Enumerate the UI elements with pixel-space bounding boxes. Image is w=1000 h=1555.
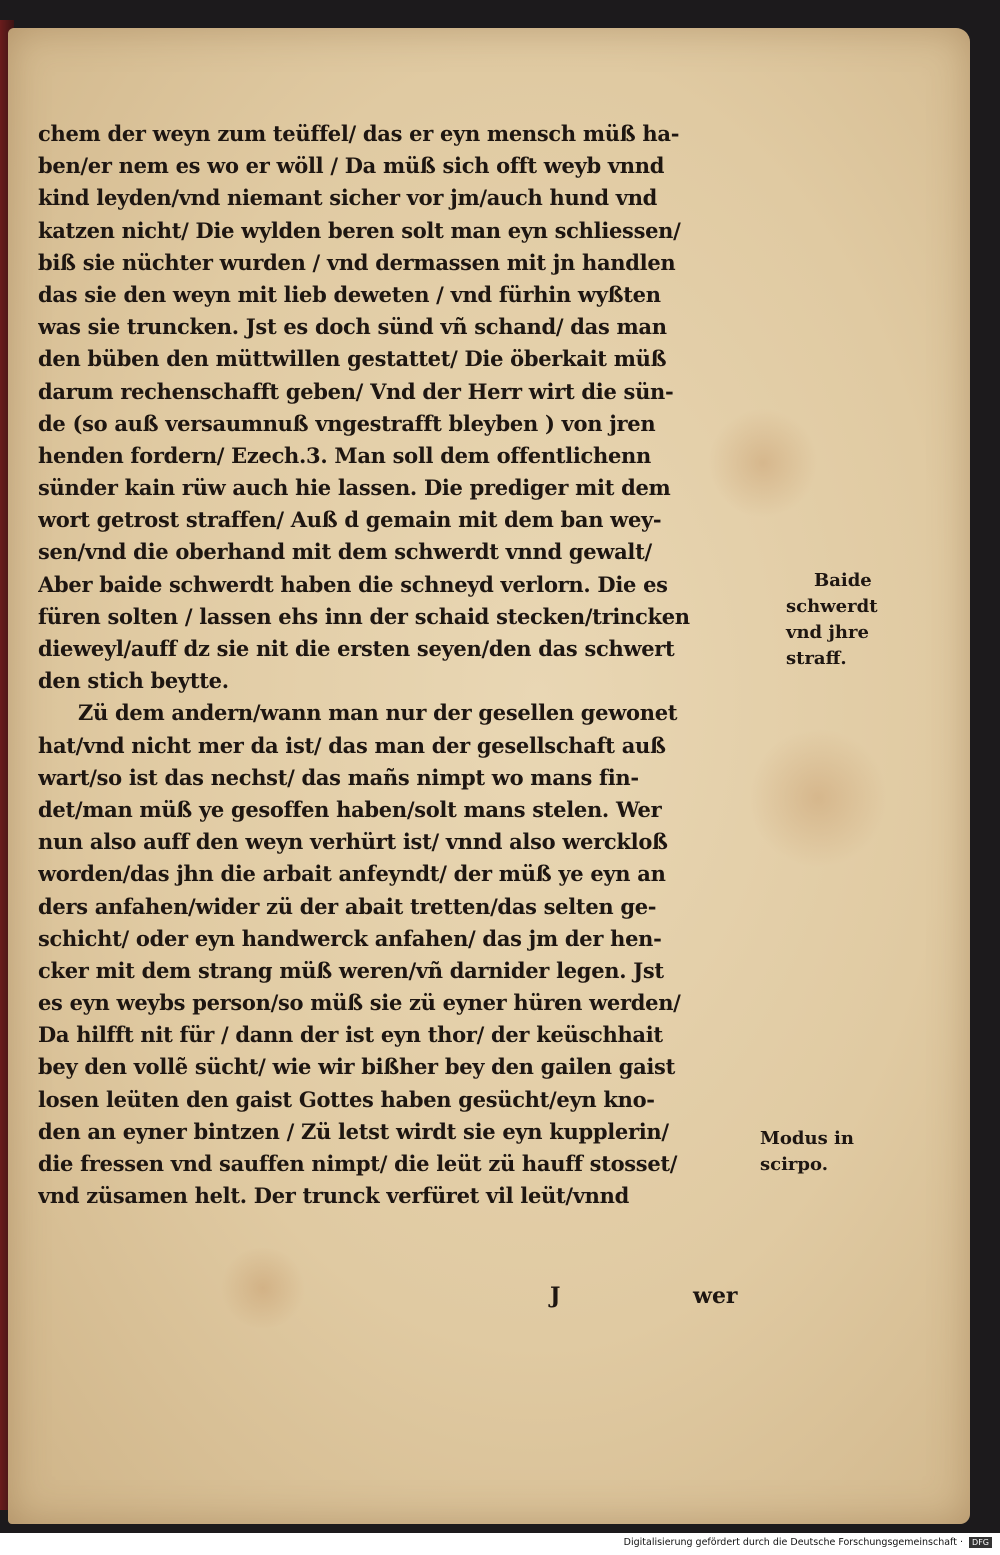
signature-mark: J (550, 1283, 561, 1309)
text-line: darum rechenschafft geben/ Vnd der Herr wirt die sün- (38, 378, 674, 404)
margin-line: vnd jhre (786, 622, 869, 643)
text-line: worden/das jhn die arbait anfeyndt/ der müß ye eyn an (38, 861, 666, 887)
text-line: die fressen vnd sauffen nimpt/ die leüt zü hauff stosset/ (38, 1151, 678, 1176)
dfg-logo: DFG (969, 1537, 992, 1548)
text-line: kind leyden/vnd niemant sicher vor jm/auch hund vnd (38, 185, 658, 211)
text-line: wort getrost straffen/ Auß d gemain mit dem ban wey- (38, 507, 662, 533)
margin-line: Baide (814, 570, 872, 591)
text-line: katzen nicht/ Die wylden beren solt man eyn schliessen/ (38, 217, 681, 243)
text-line: vnd züsamen helt. Der trunck verfüret vil leüt/vnnd (38, 1183, 630, 1209)
text-line: Aber baide schwerdt haben die schneyd verlorn. Die es (38, 571, 668, 597)
margin-line: schwerdt (786, 596, 878, 617)
text-line: das sie den weyn mit lieb deweten / vnd fürhin wyßten (38, 281, 661, 307)
funding-credit (624, 1537, 992, 1548)
text-line: den büben den müttwillen gestattet/ Die öberkait müß (38, 346, 667, 372)
page-foot (38, 1283, 818, 1317)
text-line: sünder kain rüw auch hie lassen. Die prediger mit dem (38, 475, 671, 501)
text-line: ben/er nem es wo er wöll / Da müß sich offt weyb vnnd (38, 153, 665, 179)
text-line: losen leüten den gaist Gottes haben gesücht/eyn kno- (38, 1086, 655, 1112)
text-line: hat/vnd nicht mer da ist/ das man der gesellschaft auß (38, 732, 666, 758)
text-line: sen/vnd die oberhand mit dem schwerdt vnnd gewalt/ (38, 539, 652, 565)
text-line: den stich beytte. (38, 668, 229, 694)
text-line: chem der weyn zum teüffel/ das er eyn mensch müß ha- (38, 121, 680, 146)
text-line: Zü dem andern/wann man nur der gesellen gewonet (78, 700, 678, 726)
text-line: wart/so ist das nechst/ das mañs nimpt wo mans fin- (38, 764, 639, 790)
text-line: henden fordern/ Ezech.3. Man soll dem offentlichenn (38, 442, 651, 468)
text-line: füren solten / lassen ehs inn der schaid stecken/trincken (38, 603, 690, 629)
text-line: dieweyl/auff dz sie nit die ersten seyen/den das schwert (38, 636, 675, 661)
text-line: nun also auff den weyn verhürt ist/ vnnd also werckloß (38, 829, 668, 855)
text-line: was sie truncken. Jst es doch sünd vñ schand/ das man (38, 314, 667, 340)
body-text (38, 118, 818, 1212)
paper-page (8, 28, 970, 1524)
margin-line: scirpo. (760, 1154, 828, 1175)
text-line: biß sie nüchter wurden / vnd dermassen mit jn handlen (38, 249, 676, 275)
text-line: den an eyner bintzen / Zü letst wirdt sie eyn kupplerin/ (38, 1118, 669, 1144)
text-line: ders anfahen/wider zü der abait tretten/das selten ge- (38, 893, 657, 919)
margin-note-modus (760, 1126, 854, 1178)
text-line: es eyn weybs person/so müß sie zü eyner hüren werden/ (38, 990, 681, 1016)
text-line: det/man müß ye gesoffen haben/solt mans stelen. Wer (38, 796, 662, 822)
text-line: schicht/ oder eyn handwerck anfahen/ das jm der hen- (38, 925, 662, 951)
margin-line: straff. (786, 648, 847, 669)
funding-text: Digitalisierung gefördert durch die Deutsche Forschungsgemeinschaft · (623, 1537, 963, 1548)
margin-line: Modus in (760, 1128, 854, 1149)
margin-note-swords (786, 568, 878, 672)
text-line: de (so auß versaumnuß vngestrafft bleyben ) von jren (38, 410, 656, 436)
text-line: Da hilfft nit für / dann der ist eyn thor/ der keüschhait (38, 1022, 663, 1048)
catchword: wer (693, 1283, 738, 1309)
text-line: bey den vollẽ sücht/ wie wir bißher bey den gailen gaist (38, 1054, 675, 1080)
text-line: cker mit dem strang müß weren/vñ darnider legen. Jst (38, 957, 664, 983)
